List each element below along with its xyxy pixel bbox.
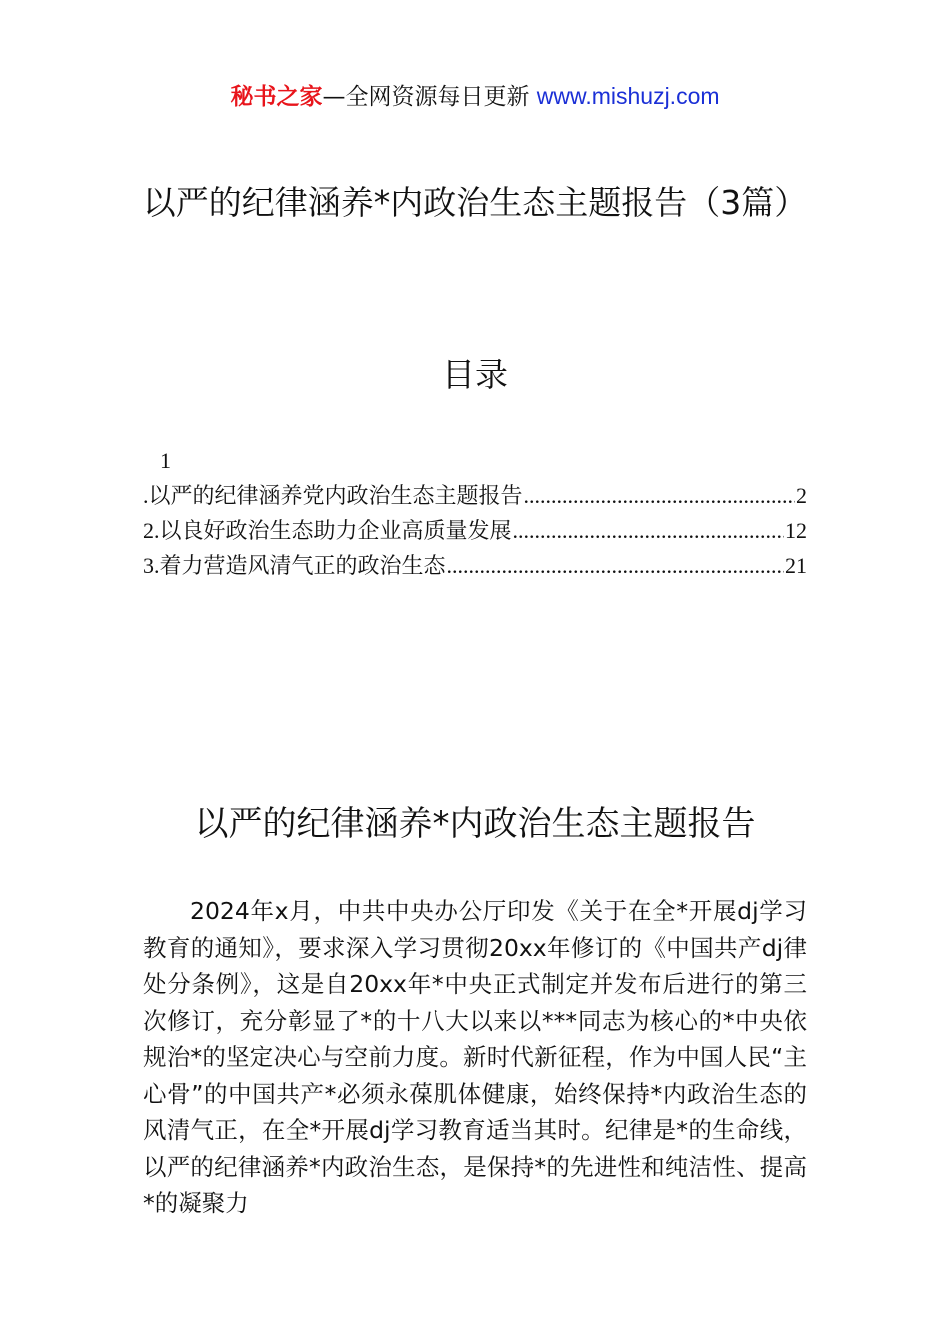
- table-of-contents: [143, 444, 807, 583]
- toc-dot-leader: [447, 548, 784, 583]
- toc-item-label: 着力营造风清气正的政治生态: [159, 554, 446, 579]
- site-header: [0, 78, 950, 115]
- section-title: 以严的纪律涵养*内政治生态主题报告: [194, 804, 756, 844]
- toc-dot-leader: [513, 513, 784, 548]
- toc-item-label: 以严的纪律涵养党内政治生态主题报告: [148, 484, 523, 509]
- toc-item[interactable]: [143, 513, 807, 548]
- site-url-link[interactable]: www.mishuzj.com: [536, 83, 720, 109]
- site-brand: 秘书之家: [230, 84, 323, 110]
- toc-heading: 目录: [442, 355, 508, 394]
- toc-dot-leader: [524, 478, 795, 513]
- toc-item-page: 2: [796, 483, 807, 508]
- site-slogan: —全网资源每日更新: [322, 84, 530, 110]
- toc-item-prefix: .: [143, 483, 149, 508]
- toc-item[interactable]: [143, 548, 807, 583]
- document-title: 以严的纪律涵养*内政治生态主题报告（3篇）: [142, 183, 808, 222]
- toc-item-label: 以良好政治生态助力企业高质量发展: [159, 519, 512, 544]
- toc-item-page: 21: [785, 553, 807, 578]
- toc-number-line: 1: [160, 448, 171, 473]
- toc-item-prefix: 2.: [143, 518, 160, 543]
- body-paragraph: 2024年x月，中共中央办公厅印发《关于在全*开展dj学习教育的通知》，要求深入学习贯彻20xx年修订的《中国共产dj律处分条例》，这是自20xx年*中央正式制定并发布后进行的第三次修订，充分彰显了*的十八大以来以***同志为核心的*中央依规治*的坚定决心与空前力度。新时代新征程，作为中国人民“主心骨”的中国共产*必须永葆肌体健康，始终保持*内政治生态的风清气正，在全*开展dj学习教育适当其时。纪律是*的生命线，以严的纪律涵养*内政治生态，是保持*的先进性和纯洁性、提高*的凝聚力: [143, 897, 807, 1217]
- toc-item-prefix: 3.: [143, 553, 160, 578]
- toc-item-page: 12: [785, 518, 807, 543]
- toc-item[interactable]: [143, 478, 807, 513]
